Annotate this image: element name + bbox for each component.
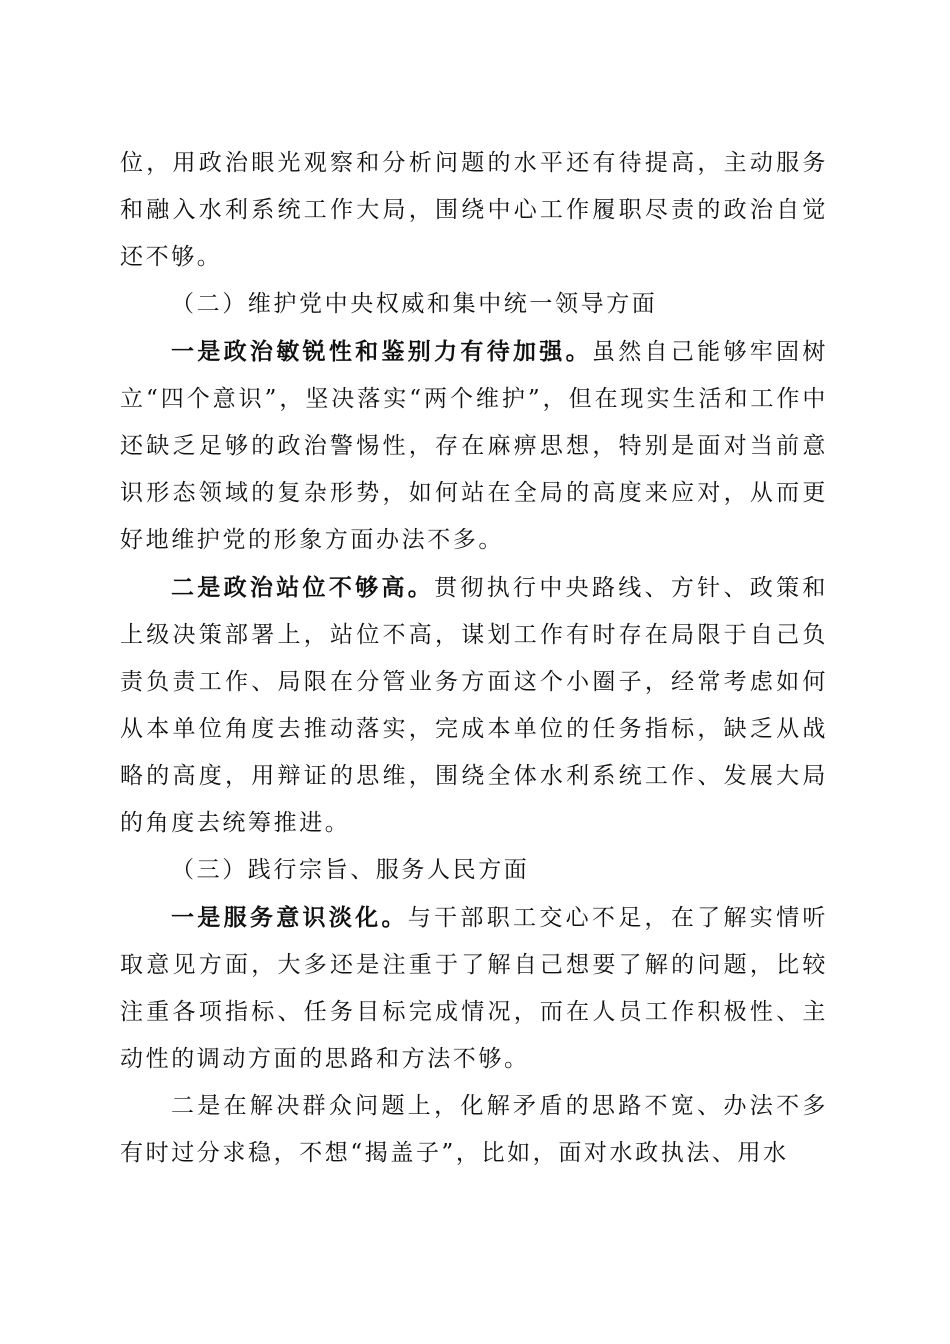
body-paragraph bbox=[120, 894, 828, 1083]
body-paragraph bbox=[120, 328, 828, 564]
paragraph-lead: 二是政治站位不够高。 bbox=[171, 574, 435, 601]
paragraph-lead: 一是服务意识淡化。 bbox=[171, 904, 408, 931]
paragraph-text: 与干部职工交心不足，在了解实情听取意见方面，大多还是注重于了解自己想要了解的问题，比较注重各项指标、任务目标完成情况，而在人员工作积极性、主动性的调动方面的思路和方法不够。 bbox=[120, 905, 828, 1072]
heading-text: （三）践行宗旨、服务人民方面 bbox=[171, 857, 530, 883]
paragraph-text: 二是在解决群众问题上，化解矛盾的思路不宽、办法不多有时过分求稳，不想“揭盖子”，比如，面对水政执法、用水 bbox=[120, 1093, 828, 1166]
body-paragraph bbox=[120, 564, 828, 847]
body-paragraph bbox=[120, 1083, 828, 1177]
heading-text: （二）维护党中央权威和集中统一领导方面 bbox=[171, 291, 658, 317]
continuation-paragraph bbox=[120, 140, 828, 281]
paragraph-text: 位，用政治眼光观察和分析问题的水平还有待提高，主动服务和融入水利系统工作大局，围绕中心工作履职尽责的政治自觉还不够。 bbox=[120, 150, 828, 270]
section-heading-3 bbox=[120, 847, 828, 894]
document-body bbox=[120, 140, 828, 1177]
section-heading-2 bbox=[120, 281, 828, 328]
paragraph-lead: 一是政治敏锐性和鉴别力有待加强。 bbox=[171, 338, 592, 365]
paragraph-text: 贯彻执行中央路线、方针、政策和上级决策部署上，站位不高，谋划工作有时存在局限于自己负责负责工作、局限在分管业务方面这个小圈子，经常考虑如何从本单位角度去推动落实，完成本单位的任务指标，缺乏从战略的高度，用辩证的思维，围绕全体水利系统工作、发展大局的角度去统筹推进。 bbox=[120, 575, 829, 836]
paragraph-text: 虽然自己能够牢固树立“四个意识”，坚决落实“两个维护”，但在现实生活和工作中还缺乏足够的政治警惕性，存在麻痹思想，特别是面对当前意识形态领域的复杂形势，如何站在全局的高度来应对，从而更好地维护党的形象方面办法不多。 bbox=[120, 339, 828, 553]
